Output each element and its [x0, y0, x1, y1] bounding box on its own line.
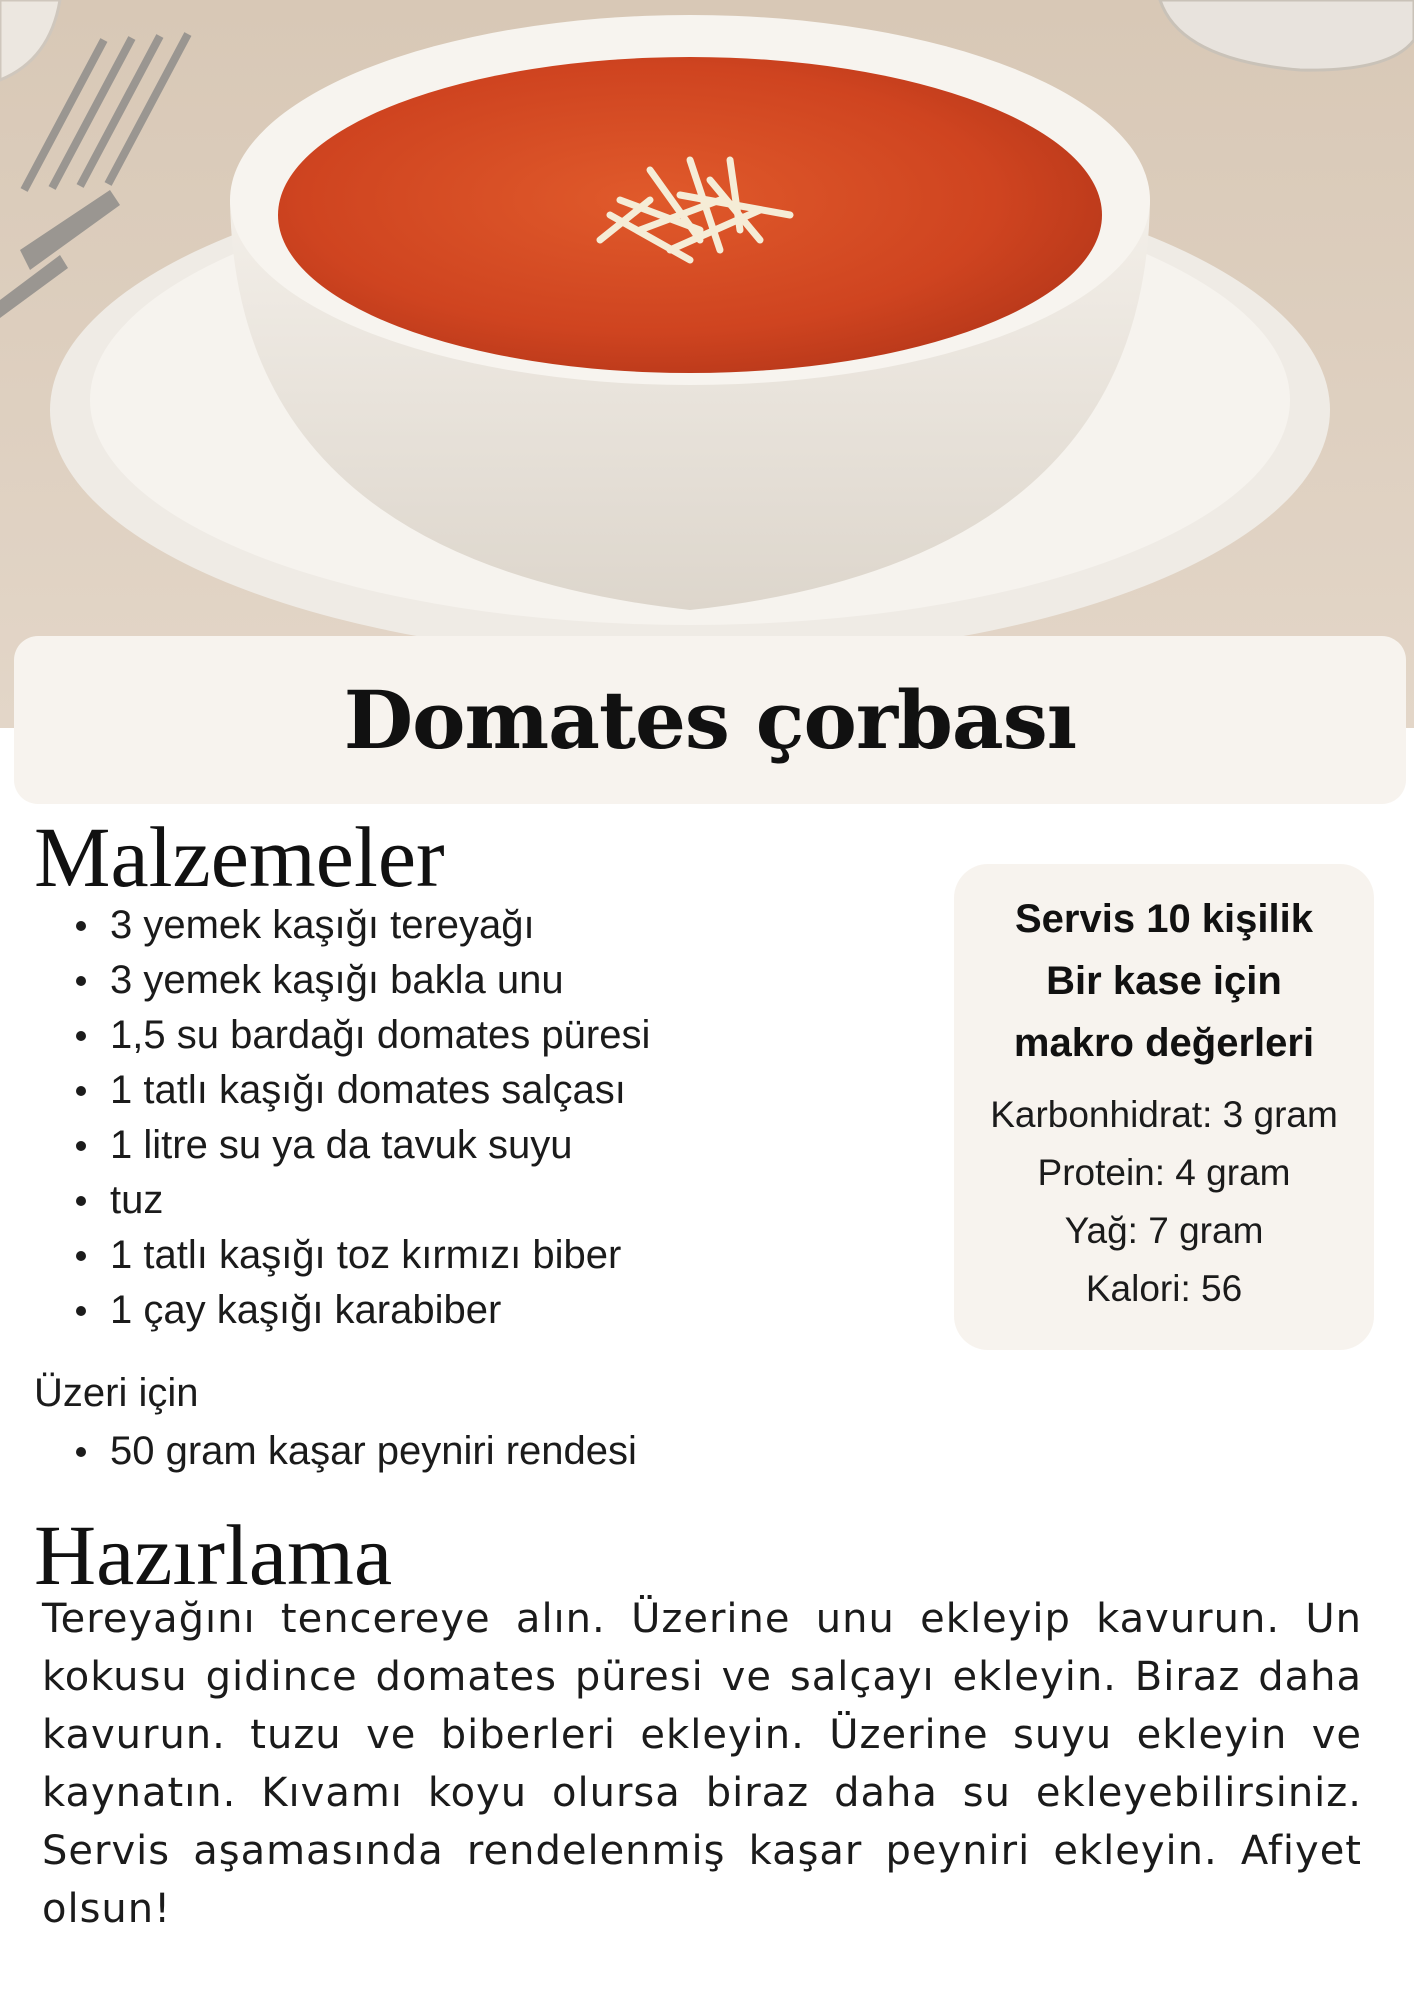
- macro-list: [954, 1086, 1374, 1318]
- recipe-title: Domates çorbası: [343, 673, 1077, 767]
- topping-list: [34, 1424, 637, 1479]
- topping-item: 50 gram kaşar peyniri rendesi: [34, 1424, 637, 1479]
- nutrition-title-line: makro değerleri: [1013, 1021, 1315, 1065]
- title-card: [14, 636, 1406, 804]
- ingredient-item: 3 yemek kaşığı bakla unu: [34, 953, 650, 1008]
- preparation-heading: Hazırlama: [34, 1507, 393, 1603]
- ingredient-item: tuz: [34, 1173, 650, 1228]
- ingredients-heading: Malzemeler: [34, 809, 445, 905]
- soup-photo: [0, 0, 1414, 728]
- macro-carbs: Karbonhidrat: 3 gram: [990, 1094, 1338, 1135]
- topping-label: Üzeri için: [34, 1371, 199, 1415]
- macro-calories: Kalori: 56: [1085, 1268, 1243, 1309]
- macro-protein: Protein: 4 gram: [1037, 1152, 1291, 1193]
- ingredient-item: 3 yemek kaşığı tereyağı: [34, 898, 650, 953]
- preparation-text: Tereyağını tencereye alın. Üzerine unu ekleyip kavurun. Un kokusu gidince domates püresi ve salçayı ekleyin. Biraz daha kavurun. tuzu ve biberleri ekleyin. Üzerine suyu ekleyin ve kaynatın. Kıvamı koyu olursa biraz daha su ekleyebilirsiniz. Servis aşamasında rendelenmiş kaşar peyniri ekleyin. Afiyet olsun!: [42, 1596, 1362, 1932]
- ingredient-item: 1 litre su ya da tavuk suyu: [34, 1118, 650, 1173]
- ingredient-item: 1 tatlı kaşığı toz kırmızı biber: [34, 1228, 650, 1283]
- nutrition-title-line: Servis 10 kişilik: [1014, 897, 1313, 941]
- ingredient-list: [34, 898, 650, 1338]
- ingredient-item: 1 çay kaşığı karabiber: [34, 1283, 650, 1338]
- nutrition-title-line: Bir kase için: [1046, 959, 1282, 1003]
- nutrition-card: [954, 864, 1374, 1350]
- ingredient-item: 1,5 su bardağı domates püresi: [34, 1008, 650, 1063]
- macro-fat: Yağ: 7 gram: [1064, 1210, 1264, 1251]
- ingredient-item: 1 tatlı kaşığı domates salçası: [34, 1063, 650, 1118]
- soup: [278, 57, 1102, 373]
